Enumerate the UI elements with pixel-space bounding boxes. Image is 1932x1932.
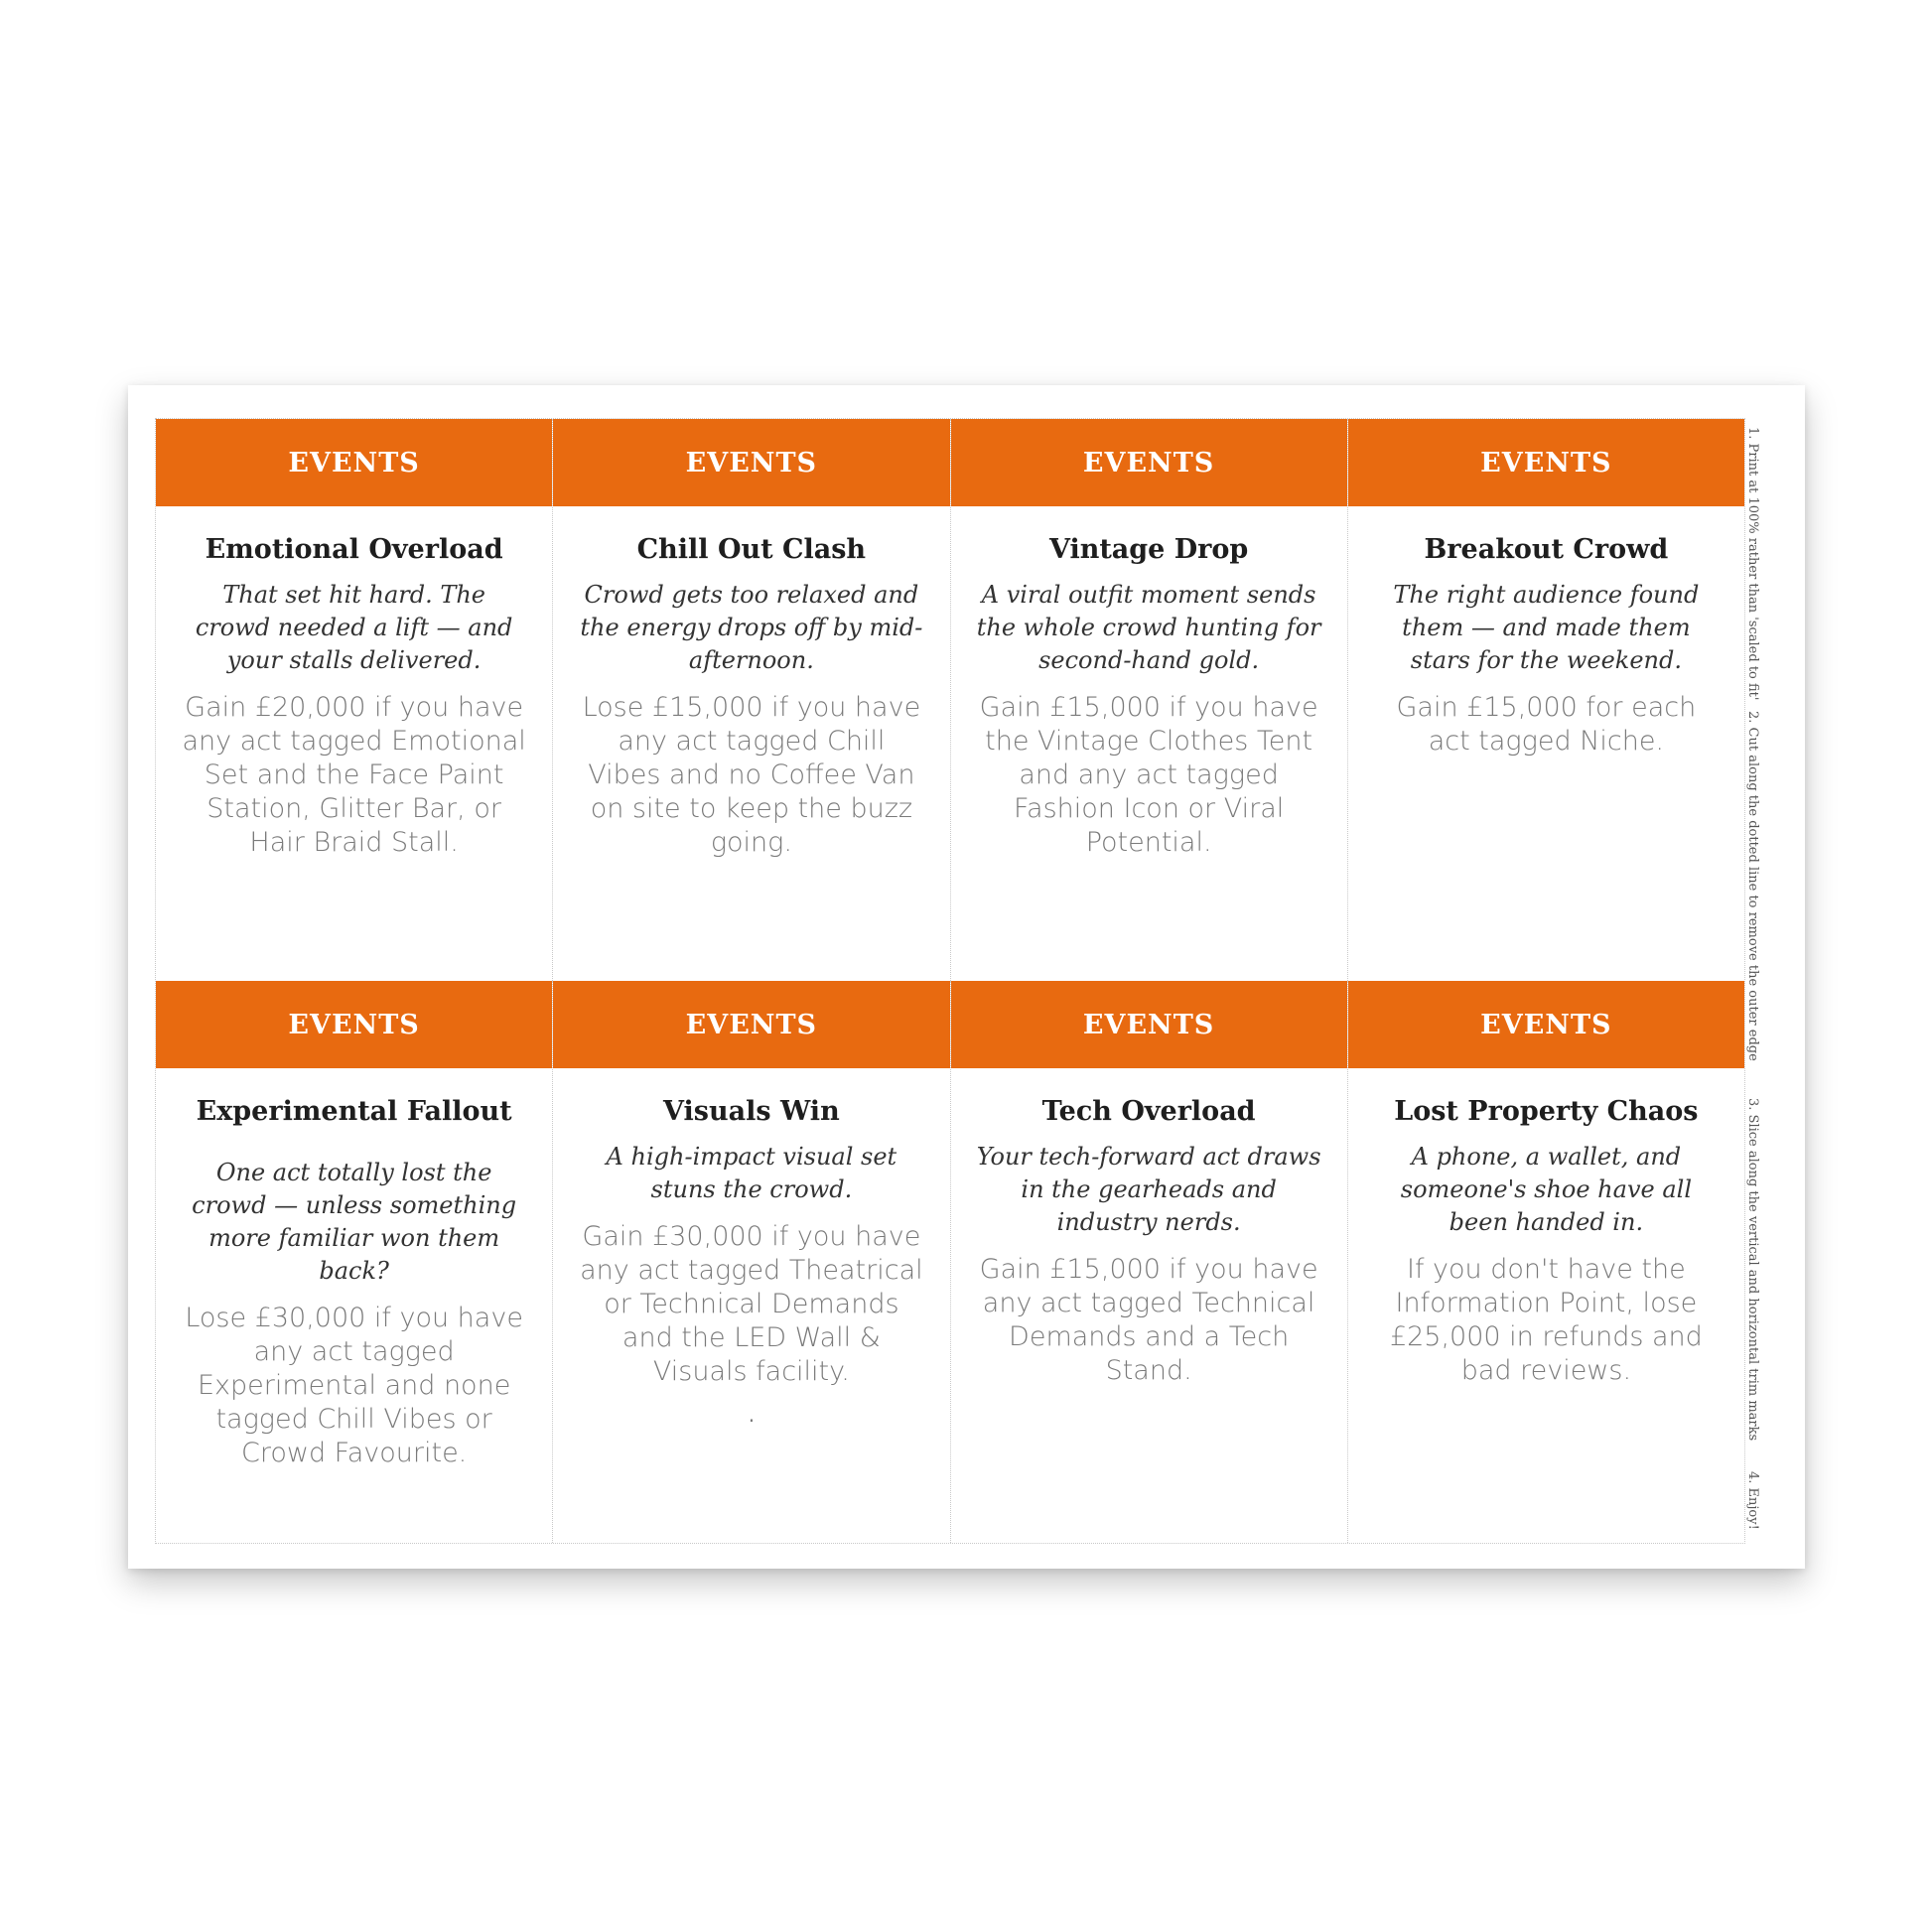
card-flavor-text: Crowd gets too relaxed and the energy drops off by mid-afternoon. xyxy=(580,581,923,674)
instruction-step-1: 1. Print at 100% rather than 'scaled to fit' xyxy=(1745,427,1760,701)
card-title: Tech Overload xyxy=(1041,1096,1256,1127)
card-header: EVENTS xyxy=(156,981,552,1068)
event-card xyxy=(951,981,1348,1543)
instruction-step-4: 4. Enjoy! xyxy=(1745,1471,1760,1530)
card-effect-text: Gain £15,000 if you have the Vintage Clothes Tent and any act tagged Fashion Icon or Viral Potential. xyxy=(979,692,1318,858)
event-card xyxy=(1348,981,1744,1543)
card-flavor-text: That set hit hard. The crowd needed a lift — and your stalls delivered. xyxy=(195,581,513,674)
card-title: Chill Out Clash xyxy=(636,534,867,565)
card-flavor-text: A high-impact visual set stuns the crowd. xyxy=(606,1143,897,1203)
card-sheet xyxy=(128,385,1805,1569)
card-header: EVENTS xyxy=(553,981,949,1068)
card-effect-text: Lose £15,000 if you have any act tagged Chill Vibes and no Coffee Van on site to keep the buzz going. xyxy=(582,692,921,858)
card-title: Vintage Drop xyxy=(1048,534,1249,565)
card-effect-text: Gain £20,000 if you have any act tagged Emotional Set and the Face Paint Station, Glitter Bar, or Hair Braid Stall. xyxy=(182,692,526,858)
card-header: EVENTS xyxy=(156,419,552,506)
card-row-2 xyxy=(156,981,1744,1543)
card-title: Emotional Overload xyxy=(205,534,503,565)
card-header: EVENTS xyxy=(1348,419,1744,506)
card-title: Lost Property Chaos xyxy=(1394,1096,1699,1127)
card-title: Experimental Fallout xyxy=(196,1096,512,1127)
instruction-step-3: 3. Slice along the vertical and horizontal trim marks xyxy=(1745,1098,1760,1442)
stray-dot: . xyxy=(748,1403,756,1427)
card-flavor-text: One act totally lost the crowd — unless something more familiar won them back? xyxy=(192,1159,517,1285)
card-grid xyxy=(155,418,1745,1544)
instruction-step-2: 2. Cut along the dotted line to remove the outer edge xyxy=(1745,711,1760,1061)
card-effect-text: Gain £15,000 for each act tagged Niche. xyxy=(1396,692,1697,757)
card-title: Breakout Crowd xyxy=(1424,534,1669,565)
event-card xyxy=(156,419,553,981)
card-flavor-text: A viral outfit moment sends the whole crowd hunting for second-hand gold. xyxy=(976,581,1321,674)
card-header: EVENTS xyxy=(951,419,1347,506)
card-flavor-text: Your tech-forward act draws in the gearheads and industry nerds. xyxy=(976,1143,1321,1236)
event-card xyxy=(1348,419,1744,981)
card-effect-text: If you don't have the Information Point, lose £25,000 in refunds and bad reviews. xyxy=(1389,1254,1703,1386)
card-effect-text: Gain £15,000 if you have any act tagged Technical Demands and a Tech Stand. xyxy=(979,1254,1318,1386)
card-title: Visuals Win xyxy=(663,1096,840,1127)
card-header: EVENTS xyxy=(553,419,949,506)
card-row-1 xyxy=(156,419,1744,981)
event-card xyxy=(156,981,553,1543)
event-card xyxy=(553,981,950,1543)
card-header: EVENTS xyxy=(1348,981,1744,1068)
card-flavor-text: The right audience found them — and made them stars for the weekend. xyxy=(1393,581,1700,674)
card-flavor-text: A phone, a wallet, and someone's shoe have all been handed in. xyxy=(1400,1143,1692,1236)
card-effect-text: Gain £30,000 if you have any act tagged Theatrical or Technical Demands and the LED Wall & Visuals facility. xyxy=(580,1221,923,1387)
card-header: EVENTS xyxy=(951,981,1347,1068)
event-card xyxy=(553,419,950,981)
event-card xyxy=(951,419,1348,981)
card-effect-text: Lose £30,000 if you have any act tagged Experimental and none tagged Chill Vibes or Crowd Favourite. xyxy=(185,1303,523,1468)
